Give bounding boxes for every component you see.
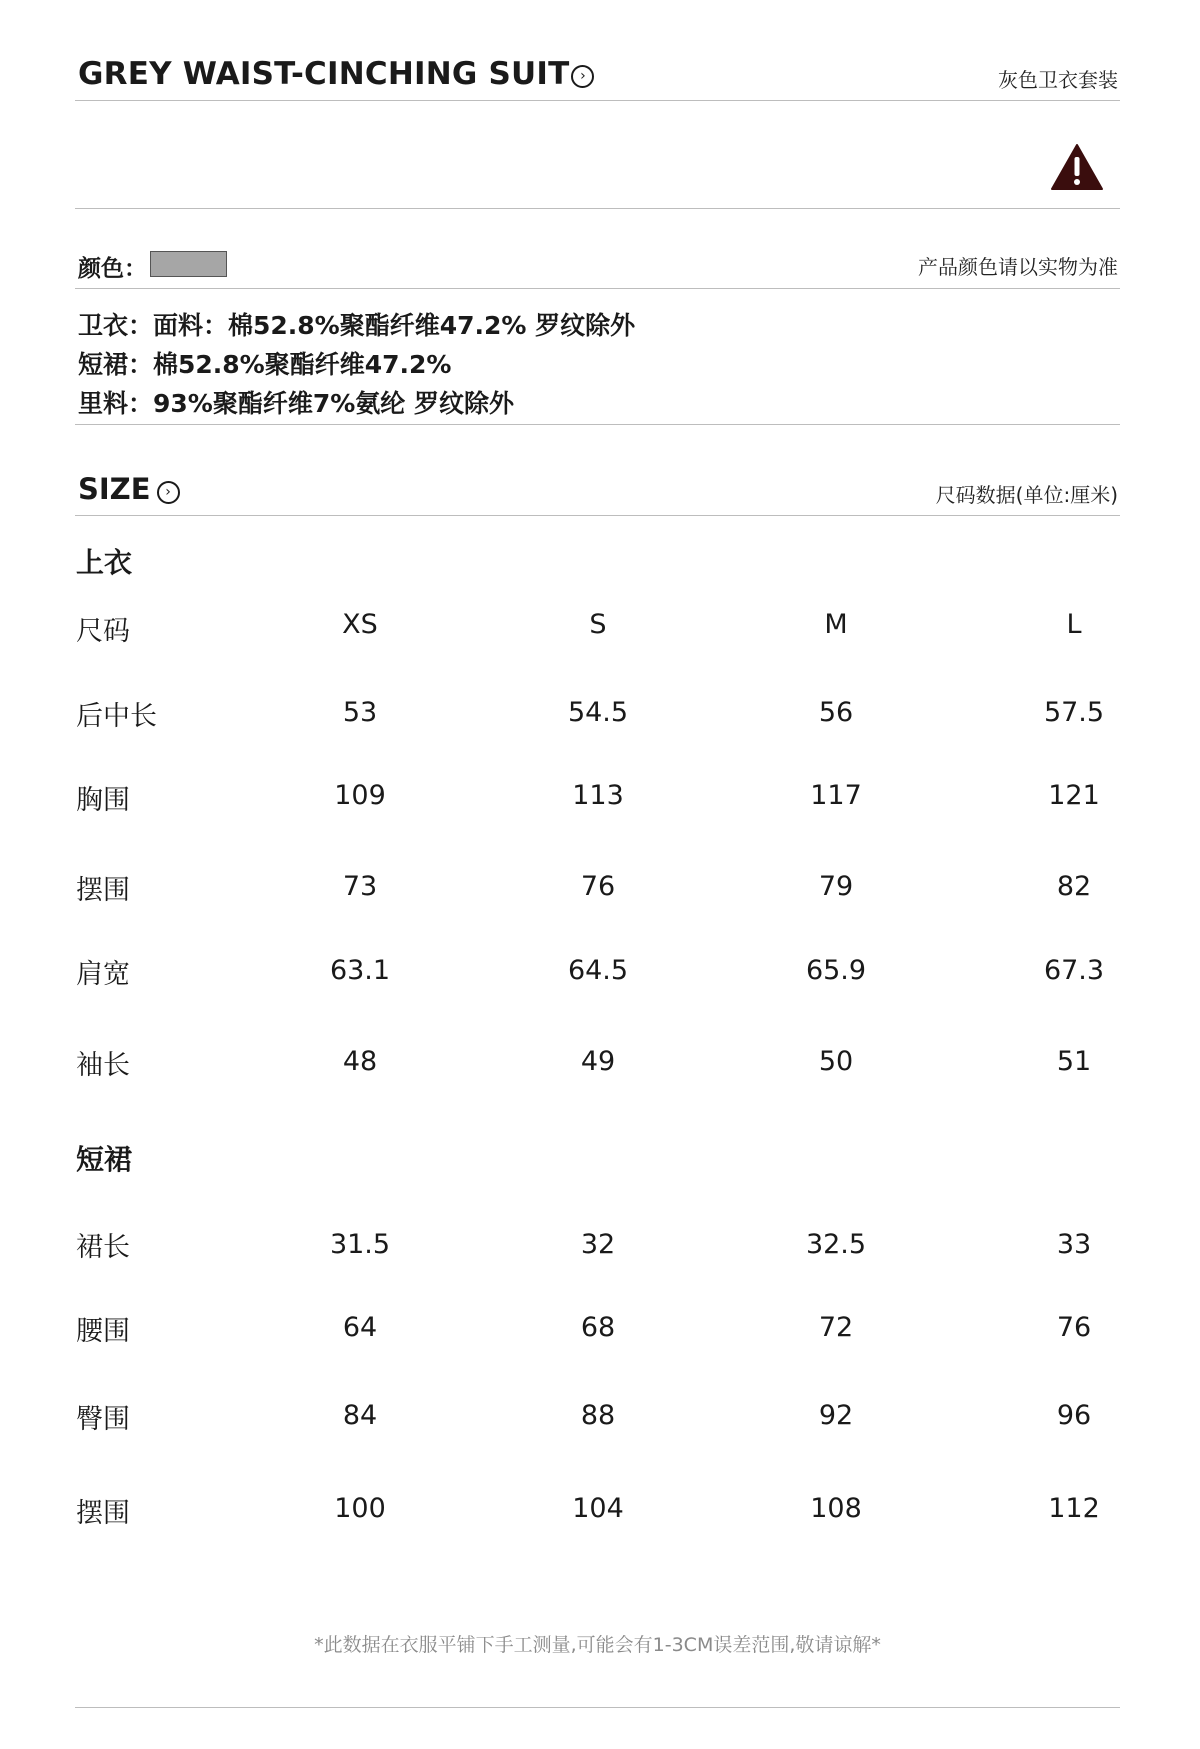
material-line: 短裙：棉52.8%聚酯纤维47.2% (78, 350, 452, 379)
table-cell: 48 (342, 1046, 378, 1077)
row-label: 摆围 (76, 875, 130, 906)
table-cell: 33 (1056, 1229, 1092, 1260)
table-cell: 65.9 (805, 955, 867, 986)
table-cell: 76 (580, 871, 616, 902)
color-note: 产品颜色请以实物为准 (918, 255, 1118, 279)
divider (75, 1707, 1120, 1708)
section-title-skirt: 短裙 (76, 1143, 133, 1176)
table-cell: 68 (580, 1312, 616, 1343)
size-title-text: SIZE (78, 472, 151, 506)
table-cell: 53 (342, 697, 378, 728)
divider (75, 208, 1120, 209)
table-cell: 63.1 (329, 955, 391, 986)
size-title (78, 472, 180, 506)
title-text: GREY WAIST-CINCHING SUIT (78, 56, 570, 92)
table-cell: 92 (818, 1400, 854, 1431)
row-label: 后中长 (76, 701, 157, 732)
material-line: 里料：93%聚酯纤维7%氨纶 罗纹除外 (78, 389, 514, 418)
table-cell: 113 (572, 780, 624, 811)
divider (75, 424, 1120, 425)
table-cell: 112 (1048, 1493, 1100, 1524)
size-header-label: 尺码 (76, 616, 130, 647)
table-cell: 96 (1056, 1400, 1092, 1431)
row-label: 腰围 (76, 1316, 130, 1347)
section-title-top: 上衣 (76, 546, 133, 579)
footnote: *此数据在衣服平铺下手工测量,可能会有1-3CM误差范围,敬请谅解* (314, 1634, 881, 1656)
table-cell: 31.5 (329, 1229, 391, 1260)
size-header-s: S (589, 609, 607, 640)
table-cell: 72 (818, 1312, 854, 1343)
table-cell: 51 (1056, 1046, 1092, 1077)
table-cell: 54.5 (567, 697, 629, 728)
table-cell: 117 (810, 780, 862, 811)
table-cell: 49 (580, 1046, 616, 1077)
circle-chevron-right-icon: › (571, 65, 594, 88)
material-line: 卫衣：面料：棉52.8%聚酯纤维47.2% 罗纹除外 (78, 311, 636, 340)
table-cell: 88 (580, 1400, 616, 1431)
table-cell: 76 (1056, 1312, 1092, 1343)
table-cell: 73 (342, 871, 378, 902)
row-label: 肩宽 (76, 959, 130, 990)
circle-chevron-right-icon: › (157, 481, 180, 504)
color-swatch (150, 251, 227, 277)
divider (75, 515, 1120, 516)
row-label: 裙长 (76, 1232, 130, 1263)
row-label: 臀围 (76, 1404, 130, 1435)
warning-triangle-icon (1050, 143, 1104, 191)
row-label: 摆围 (76, 1498, 130, 1529)
size-header-m: M (824, 609, 848, 640)
table-cell: 100 (334, 1493, 386, 1524)
divider (75, 100, 1120, 101)
size-header-xs: XS (342, 609, 378, 640)
table-cell: 104 (572, 1493, 624, 1524)
table-cell: 32 (580, 1229, 616, 1260)
table-cell: 109 (334, 780, 386, 811)
table-cell: 79 (818, 871, 854, 902)
chinese-title: 灰色卫衣套装 (998, 68, 1118, 92)
table-cell: 56 (818, 697, 854, 728)
row-label: 胸围 (76, 785, 130, 816)
divider (75, 288, 1120, 289)
size-header-l: L (1066, 609, 1082, 640)
table-cell: 32.5 (805, 1229, 867, 1260)
table-cell: 121 (1048, 780, 1100, 811)
page-title (78, 56, 594, 92)
unit-note: 尺码数据(单位:厘米) (935, 483, 1118, 507)
table-cell: 64 (342, 1312, 378, 1343)
table-cell: 82 (1056, 871, 1092, 902)
row-label: 袖长 (76, 1050, 130, 1081)
color-label: 颜色： (78, 256, 147, 282)
table-cell: 67.3 (1043, 955, 1105, 986)
table-cell: 108 (810, 1493, 862, 1524)
table-cell: 57.5 (1043, 697, 1105, 728)
table-cell: 50 (818, 1046, 854, 1077)
table-cell: 84 (342, 1400, 378, 1431)
table-cell: 64.5 (567, 955, 629, 986)
